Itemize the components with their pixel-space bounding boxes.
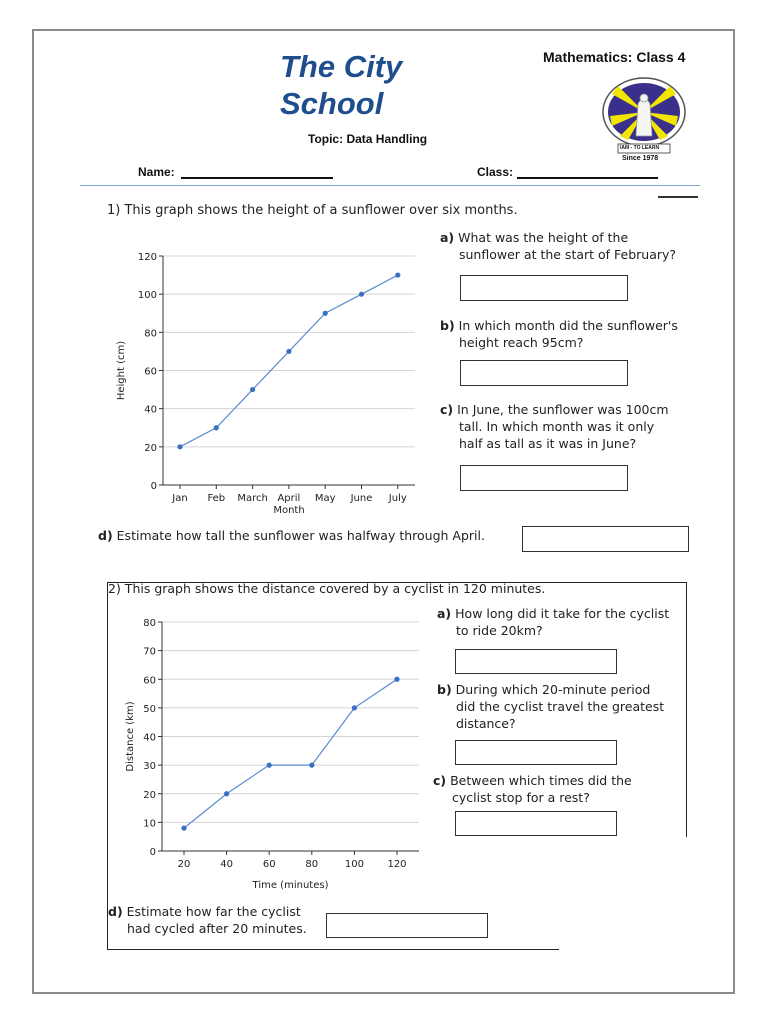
cyclist-data-point: [267, 763, 272, 768]
cyclist-ytick-label: 50: [143, 703, 156, 715]
sunflower-data-point: [286, 349, 291, 354]
cyclist-data-point: [309, 763, 314, 768]
q1c-answer-box[interactable]: [460, 465, 628, 491]
q1c-question: [440, 401, 669, 452]
sunflower-ytick-label: 0: [150, 481, 157, 492]
name-label: Name:: [138, 165, 175, 179]
chart-sunflower-svg: [108, 248, 418, 520]
school-title-line1: The City: [280, 49, 403, 84]
q2c-answer-box[interactable]: [455, 811, 617, 836]
sunflower-xtick-label: May: [314, 493, 336, 504]
cyclist-data-point: [181, 826, 186, 831]
cyclist-ytick-label: 0: [149, 847, 156, 858]
q2a-letter: a): [437, 606, 452, 621]
chart-cyclist-svg: [112, 612, 422, 894]
q2-frame-bottom: [107, 949, 559, 950]
q1d-question: [98, 527, 485, 544]
q2-intro: 2) This graph shows the distance covered by a cyclist in 120 minutes.: [108, 581, 546, 596]
q1c-letter: c): [440, 402, 454, 417]
q1d-letter: d): [98, 528, 113, 543]
q2a-question: [437, 605, 669, 639]
cyclist-xlabel: Time (minutes): [252, 880, 329, 891]
q2b-text-2: did the cyclist travel the greatest: [456, 699, 665, 714]
q2-frame-right: [686, 582, 687, 837]
cyclist-data-point: [394, 677, 399, 682]
q1-intro: 1) This graph shows the height of a sunflower over six months.: [107, 203, 518, 218]
school-logo: [600, 74, 688, 166]
logo-motto: IAM - TO LEARN: [620, 145, 660, 151]
sunflower-series-line: [180, 275, 398, 447]
cyclist-xtick-label: 100: [344, 859, 364, 870]
cyclist-ytick-label: 70: [143, 646, 156, 658]
q2b-question: [437, 681, 664, 732]
q1b-answer-box[interactable]: [460, 360, 628, 386]
q2c-letter: c): [433, 773, 447, 788]
q1a-text-2: sunflower at the start of February?: [459, 247, 677, 262]
cyclist-xtick-label: 80: [305, 859, 319, 870]
sunflower-ytick-label: 80: [144, 328, 157, 340]
q1b-text-1: In which month did the sunflower's: [458, 318, 678, 333]
cyclist-ytick-label: 20: [143, 789, 156, 801]
sunflower-xtick-label: June: [350, 493, 373, 504]
sunflower-xtick-label: July: [388, 493, 407, 504]
topic-label: Topic: Data Handling: [308, 132, 428, 146]
sunflower-xtick-label: March: [237, 493, 268, 504]
q1a-letter: a): [440, 230, 455, 245]
cyclist-data-point: [352, 705, 357, 710]
q1b-letter: b): [440, 318, 455, 333]
sunflower-xtick-label: Jan: [172, 493, 188, 504]
sunflower-data-point: [395, 272, 400, 277]
q2a-text-2: to ride 20km?: [456, 623, 543, 638]
header-divider: [80, 185, 700, 186]
school-title: [280, 48, 402, 122]
chart-cyclist: [112, 612, 422, 894]
sunflower-ytick-label: 120: [137, 252, 157, 263]
q2c-question: [433, 772, 632, 806]
q2d-letter: d): [108, 904, 123, 919]
cyclist-xtick-label: 20: [177, 859, 191, 870]
q2b-letter: b): [437, 682, 452, 697]
q2d-text-2: had cycled after 20 minutes.: [127, 921, 307, 936]
q2b-text-3: distance?: [456, 716, 516, 731]
sunflower-data-point: [214, 425, 219, 430]
q1c-text-1: In June, the sunflower was 100cm: [457, 402, 669, 417]
q1c-text-2: tall. In which month was it only: [459, 419, 655, 434]
sunflower-ylabel: Height (cm): [116, 340, 127, 401]
q2d-question: [108, 903, 307, 937]
name-field[interactable]: [181, 177, 333, 179]
q2-frame-left: [107, 582, 108, 950]
sunflower-ytick-label: 60: [144, 366, 157, 378]
q1a-text-1: What was the height of the: [458, 230, 629, 245]
q2a-answer-box[interactable]: [455, 649, 617, 674]
sunflower-data-point: [323, 311, 328, 316]
cyclist-data-point: [224, 791, 229, 796]
school-title-line2: School: [280, 86, 384, 121]
sunflower-ytick-label: 40: [144, 404, 157, 416]
q2b-answer-box[interactable]: [455, 740, 617, 765]
cyclist-xtick-label: 40: [220, 859, 233, 870]
cyclist-xtick-label: 120: [387, 859, 407, 870]
cyclist-xtick-label: 60: [262, 859, 276, 870]
sunflower-xtick-label: Feb: [207, 493, 226, 504]
q1d-text: Estimate how tall the sunflower was halfway through April.: [116, 528, 485, 543]
sunflower-data-point: [359, 292, 364, 297]
q1c-text-3: half as tall as it was in June?: [459, 436, 637, 451]
sunflower-xtick-label: April: [277, 493, 301, 504]
sunflower-data-point: [250, 387, 255, 392]
q1b-text-2: height reach 95cm?: [459, 335, 584, 350]
q1a-answer-box[interactable]: [460, 275, 628, 301]
cyclist-ytick-label: 80: [143, 618, 156, 629]
cyclist-ylabel: Distance (km): [125, 701, 136, 772]
sunflower-xlabel: Month: [273, 505, 305, 516]
q2c-text-2: cyclist stop for a rest?: [452, 790, 590, 805]
q2b-text-1: During which 20-minute period: [455, 682, 651, 697]
cyclist-ytick-label: 60: [143, 675, 156, 687]
cyclist-ytick-label: 40: [143, 732, 156, 744]
q2c-text-1: Between which times did the: [450, 773, 632, 788]
q2d-text-1: Estimate how far the cyclist: [126, 904, 301, 919]
header-mark: [658, 196, 698, 198]
q1d-answer-box[interactable]: [522, 526, 689, 552]
chart-sunflower: [108, 248, 418, 520]
class-label: Class:: [477, 165, 514, 179]
sunflower-ytick-label: 20: [144, 442, 157, 454]
sunflower-ytick-label: 100: [137, 290, 157, 302]
cyclist-ytick-label: 30: [143, 761, 156, 773]
q2a-text-1: How long did it take for the cyclist: [455, 606, 670, 621]
q2d-answer-box[interactable]: [326, 913, 488, 938]
class-field[interactable]: [517, 177, 658, 179]
q1b-question: [440, 317, 678, 351]
cyclist-series-line: [184, 679, 397, 828]
subject-label: Mathematics: Class 4: [543, 49, 686, 65]
cyclist-ytick-label: 10: [143, 818, 156, 830]
sunflower-data-point: [177, 444, 182, 449]
logo-since: Since 1978: [622, 155, 659, 162]
q1a-question: [440, 229, 676, 263]
